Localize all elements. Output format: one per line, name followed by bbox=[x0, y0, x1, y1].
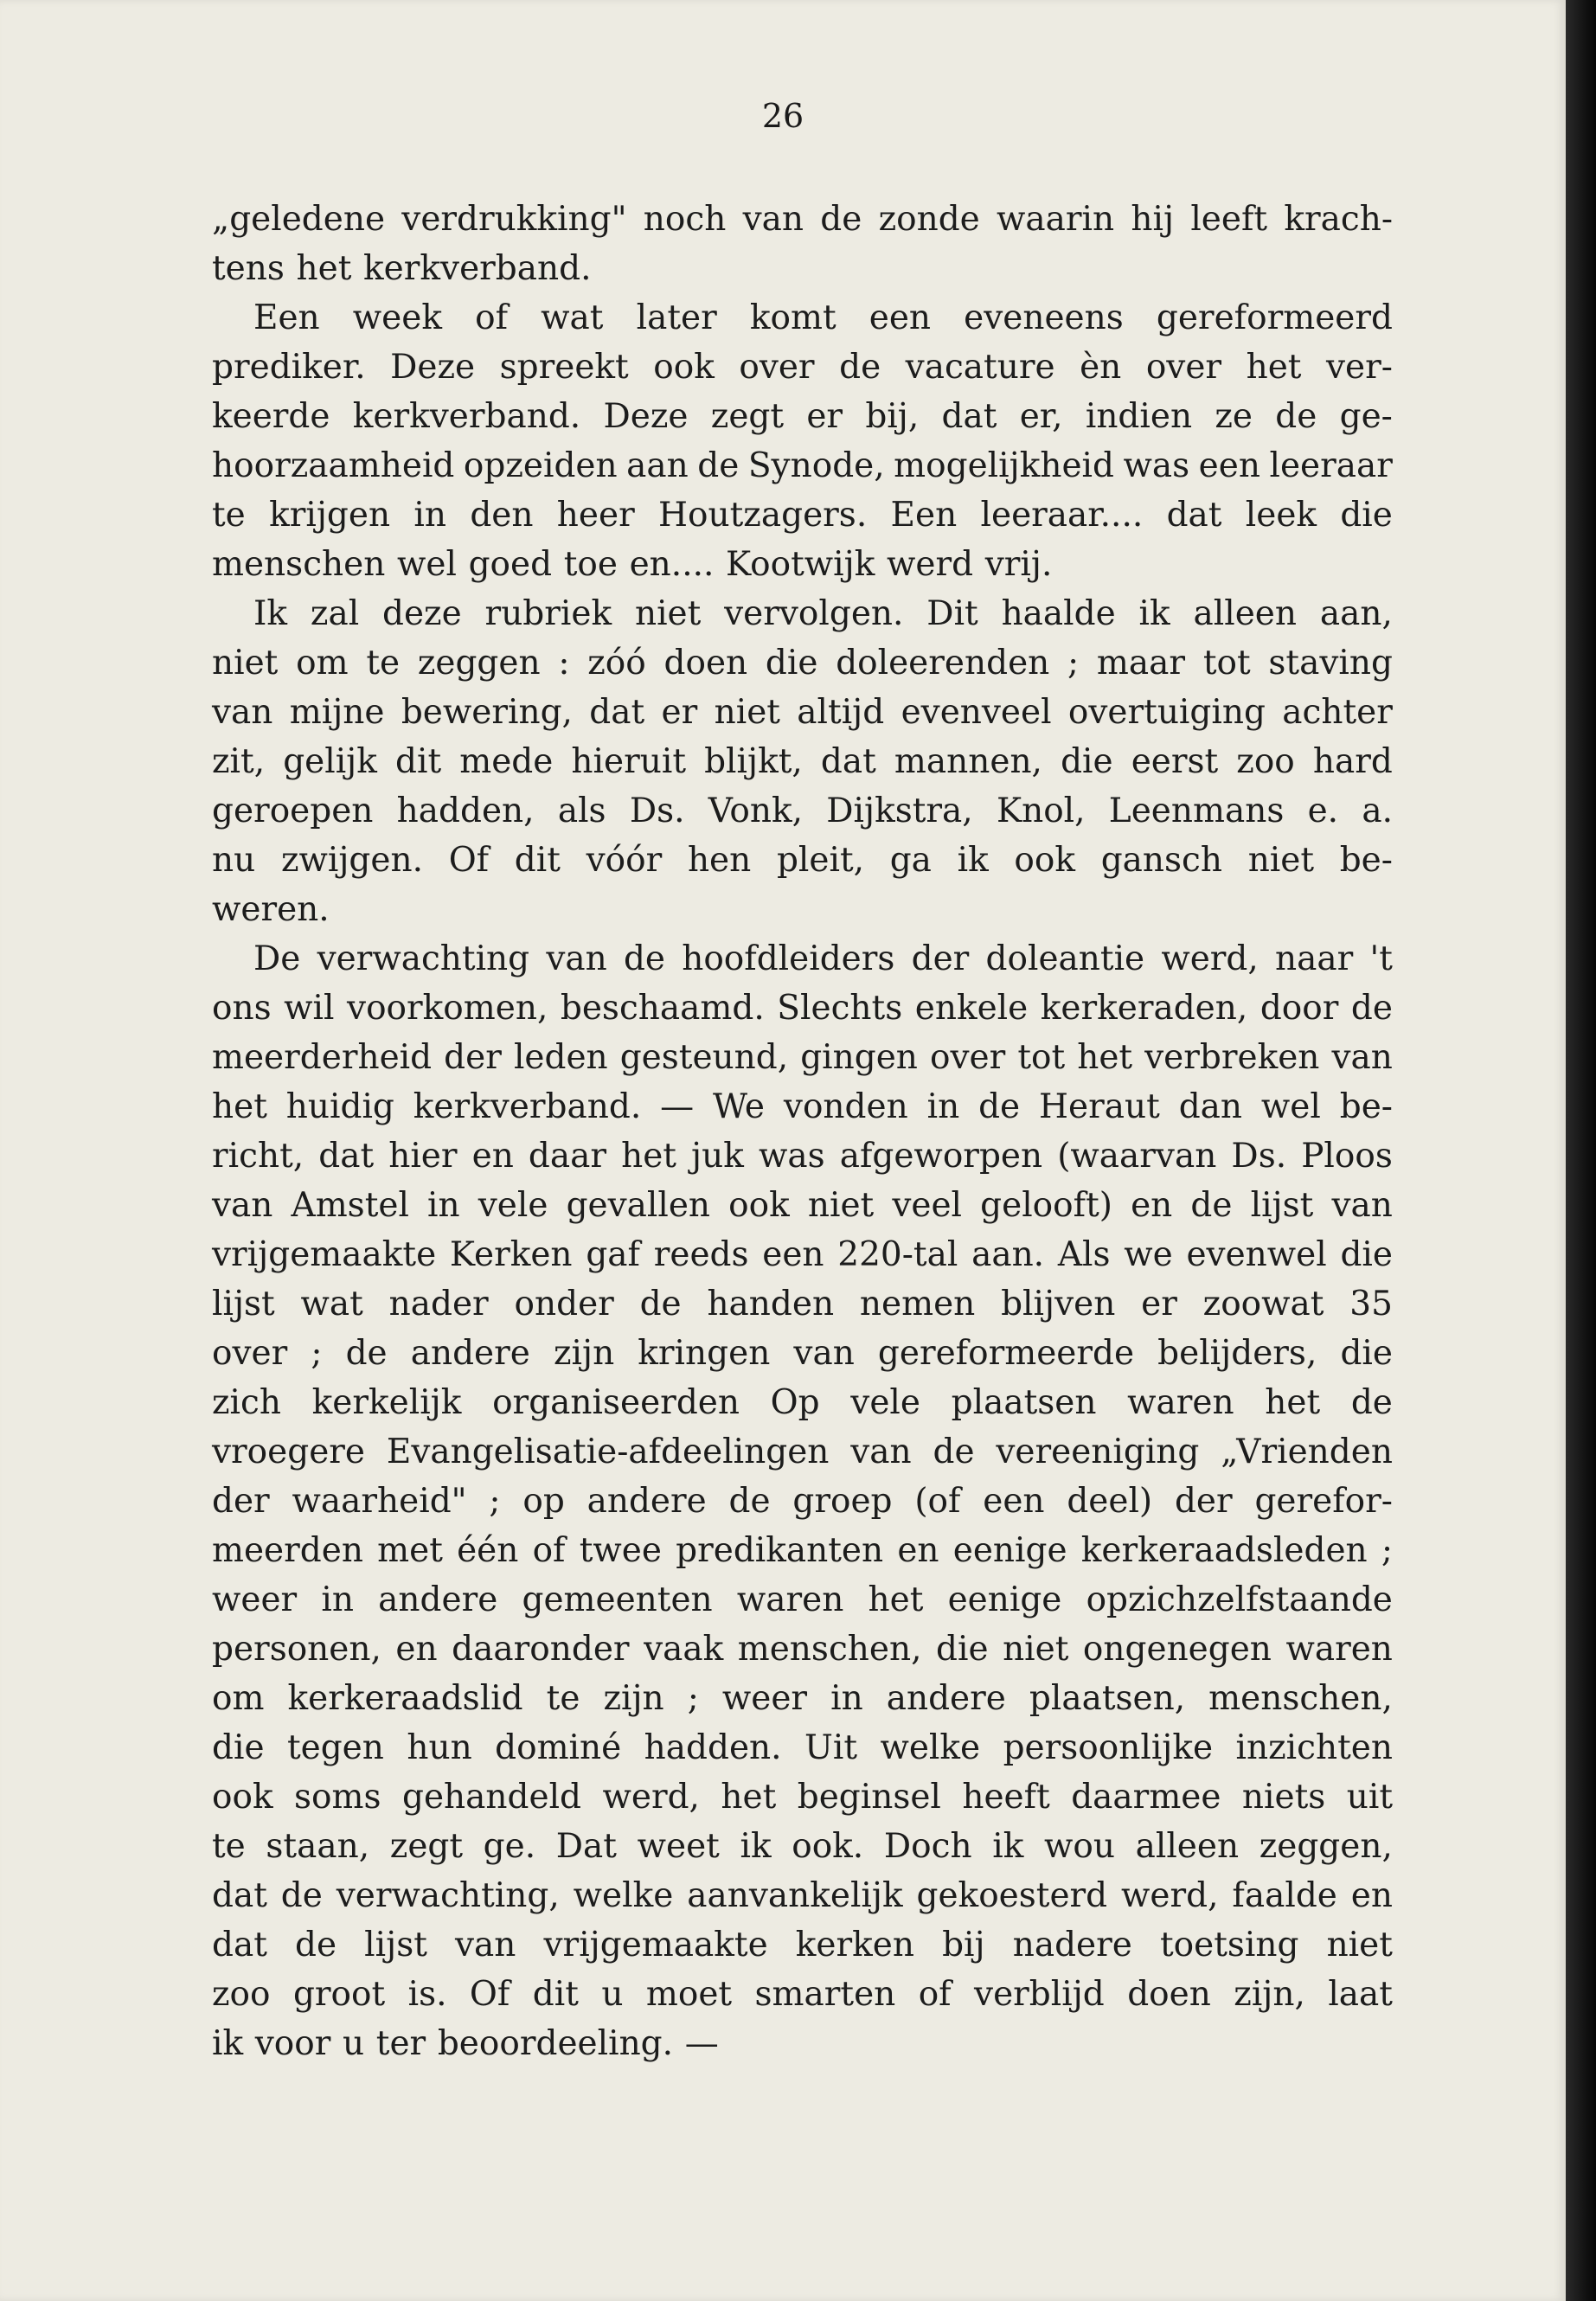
text-line: meerden met één of twee predikanten en eenige kerkeraadsleden ; bbox=[212, 1531, 1393, 1570]
text-line: meerderheid der leden gesteund, gingen over tot het verbreken van bbox=[212, 1038, 1393, 1077]
text-line: hoorzaamheid opzeiden aan de Synode, mogelijkheid was een leeraar bbox=[212, 446, 1393, 485]
text-line: ook soms gehandeld werd, het beginsel heeft daarmee niets uit bbox=[212, 1778, 1393, 1817]
text-line: De verwachting van de hoofdleiders der doleantie werd, naar 't bbox=[253, 939, 1393, 978]
text-line: zoo groot is. Of dit u moet smarten of verblijd doen zijn, laat bbox=[212, 1975, 1393, 2014]
text-line: dat de lijst van vrijgemaakte kerken bij nadere toetsing niet bbox=[212, 1926, 1393, 1965]
text-line: prediker. Deze spreekt ook over de vacature èn over het ver- bbox=[212, 348, 1393, 387]
text-line: Een week of wat later komt een eveneens gereformeerd bbox=[253, 298, 1393, 337]
text-line: geroepen hadden, als Ds. Vonk, Dijkstra, Knol, Leenmans e. a. bbox=[212, 792, 1393, 830]
text-line: lijst wat nader onder de handen nemen blijven er zoowat 35 bbox=[212, 1285, 1393, 1324]
text-line: niet om te zeggen : zóó doen die doleerenden ; maar tot staving bbox=[212, 644, 1393, 683]
scan-edge-shadow bbox=[1566, 0, 1596, 2301]
text-line: „geledene verdrukking" noch van de zonde waarin hij leeft krach- bbox=[212, 200, 1393, 239]
text-line: te staan, zegt ge. Dat weet ik ook. Doch ik wou alleen zeggen, bbox=[212, 1827, 1393, 1866]
text-line: dat de verwachting, welke aanvankelijk gekoesterd werd, faalde en bbox=[212, 1876, 1393, 1915]
text-line: weren. bbox=[212, 890, 330, 929]
text-line: over ; de andere zijn kringen van gereformeerde belijders, die bbox=[212, 1334, 1393, 1373]
text-line: vroegere Evangelisatie-afdeelingen van de vereeniging „Vrienden bbox=[212, 1433, 1393, 1471]
text-line: vrijgemaakte Kerken gaf reeds een 220-tal aan. Als we evenwel die bbox=[212, 1235, 1393, 1274]
text-line: te krijgen in den heer Houtzagers. Een leeraar.... dat leek die bbox=[212, 496, 1393, 535]
text-line: om kerkeraadslid te zijn ; weer in andere plaatsen, menschen, bbox=[212, 1679, 1393, 1718]
page-number: 26 bbox=[761, 97, 804, 135]
text-line: die tegen hun dominé hadden. Uit welke persoonlijke inzichten bbox=[212, 1728, 1393, 1767]
text-line: Ik zal deze rubriek niet vervolgen. Dit haalde ik alleen aan, bbox=[253, 594, 1393, 633]
text-line: personen, en daaronder vaak menschen, die niet ongenegen waren bbox=[212, 1630, 1393, 1669]
text-line: richt, dat hier en daar het juk was afgeworpen (waarvan Ds. Ploos bbox=[212, 1137, 1393, 1176]
text-line: ons wil voorkomen, beschaamd. Slechts enkele kerkeraden, door de bbox=[212, 989, 1393, 1028]
text-line: weer in andere gemeenten waren het eenige opzichzelfstaande bbox=[212, 1580, 1393, 1619]
text-line: zich kerkelijk organiseerden Op vele plaatsen waren het de bbox=[212, 1383, 1393, 1422]
text-line: van Amstel in vele gevallen ook niet veel gelooft) en de lijst van bbox=[212, 1186, 1393, 1225]
text-line: tens het kerkverband. bbox=[212, 249, 592, 288]
text-line: nu zwijgen. Of dit vóór hen pleit, ga ik ook gansch niet be- bbox=[212, 841, 1393, 880]
text-line: der waarheid" ; op andere de groep (of een deel) der gerefor- bbox=[212, 1482, 1393, 1521]
text-line: het huidig kerkverband. — We vonden in de Heraut dan wel be- bbox=[212, 1087, 1393, 1126]
text-line: van mijne bewering, dat er niet altijd evenveel overtuiging achter bbox=[212, 693, 1393, 732]
text-line: keerde kerkverband. Deze zegt er bij, dat er, indien ze de ge- bbox=[212, 397, 1393, 436]
text-line: menschen wel goed toe en.... Kootwijk werd vrij. bbox=[212, 545, 1053, 584]
text-line: ik voor u ter beoordeeling. — bbox=[212, 2024, 719, 2063]
text-line: zit, gelijk dit mede hieruit blijkt, dat mannen, die eerst zoo hard bbox=[212, 742, 1393, 781]
body-text bbox=[212, 195, 1393, 2068]
